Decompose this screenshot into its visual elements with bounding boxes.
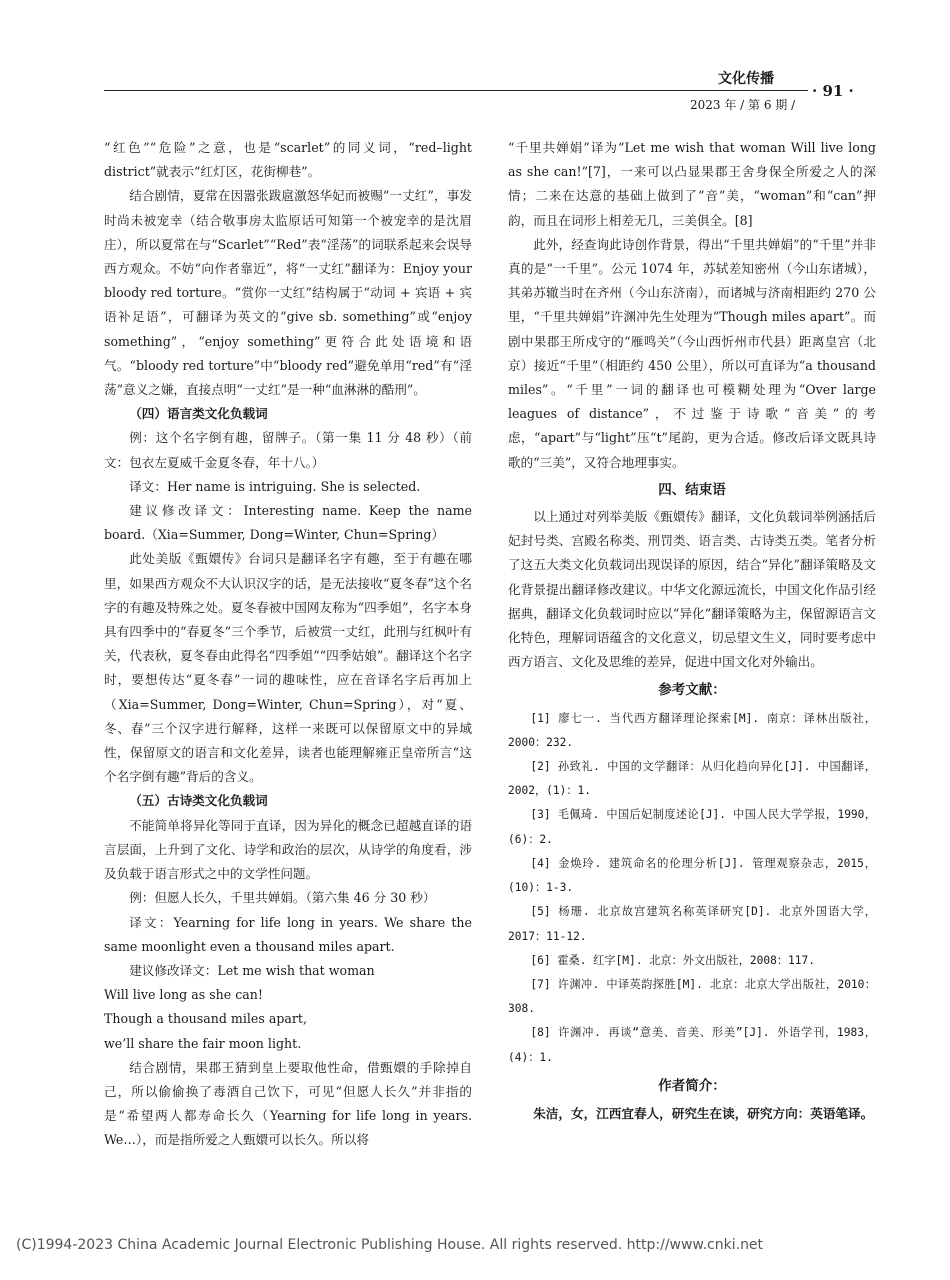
paragraph: 结合剧情，果郡王猜到皇上要取他性命，借甄嬛的手除掉自己，所以偷偷换了毒酒自己饮下，可见“但愿人长久”并非指的是“希望两人都寿命长久（Yearning for life long in years. We…），而是指所爱之人甄嬛可以长久。所以将 <box>104 1059 472 1148</box>
issue-info: 2023 年 / 第 6 期 / <box>690 98 796 112</box>
paragraph: 结合剧情，夏常在因嚣张跋扈激怒华妃而被赐“一丈红”，事发时尚未被宠幸（结合敬事房太监原话可知第一个被宠幸的是沈眉庄），所以夏常在与“Scarlet”“Red”表“淫荡”的词联系起来会误导西方观众。不妨“向作者靠近”，将“一丈红”翻译为：Enjoy your bloody red torture。“赏你一丈红”结构属于“动词 + 宾语 + 宾语补足语”，可翻译为英文的“give sb. something”或“enjoy something”，“enjoy something”更符合此处语境和语气。“bloody red torture”中“bloody red”避免单用“red”有“淫荡”意义之嫌，直接点明“一丈红”是一种“血淋淋的酷刑”。 <box>104 188 472 398</box>
paragraph: 不能简单将异化等同于直译，因为异化的概念已超越直译的语言层面，上升到了文化、诗学和政治的层次，从诗学的角度看，涉及负载于语言形式之中的文学性问题。 <box>104 817 472 882</box>
author-heading: 作者简介： <box>658 1077 726 1094</box>
reference-item: [1] 廖七一. 当代西方翻译理论探索[M]. 南京：译林出版社，2000：232. <box>508 711 876 749</box>
page-number: · 91 · <box>812 82 854 100</box>
header-rule <box>104 90 808 91</box>
copyright-footer: (C)1994-2023 China Academic Journal Electronic Publishing House. All rights reserved. http://www.cnki.net <box>16 1237 764 1253</box>
paragraph: 例：这个名字倒有趣，留牌子。（第一集 11 分 48 秒）（前文：包衣左夏威千金夏冬春，年十八。） <box>104 430 472 470</box>
poem-line: we’ll share the fair moon light. <box>104 1035 302 1051</box>
reference-item: [6] 霍桑. 红字[M]. 北京：外文出版社，2008：117. <box>530 953 815 967</box>
author-bio: 朱洁，女，江西宜春人，研究生在读，研究方向：英语笔译。 <box>533 1105 874 1121</box>
paragraph: 例：但愿人长久，千里共婵娟。（第六集 46 分 30 秒） <box>129 890 436 906</box>
references-heading: 参考文献： <box>658 682 726 699</box>
journal-name: 文化传播 <box>718 71 774 87</box>
paragraph: 此外，经查询此诗创作背景，得出“千里共婵娟”的“千里”并非真的是“一千里”。公元 1074 年，苏轼差知密州（今山东诸城），其弟苏辙当时在齐州（今山东济南），而诸城与济南相距约 270 公里，“千里共婵娟”许渊冲先生处理为“Though miles apart”。而剧中果郡王所戍守的“雁鸣关”（今山西忻州市代县）距离皇宫（北京）接近“千里”（相距约 450 公里），所以可直译为“a thousand miles”。“千里”一词的翻译也可模糊处理为“Over large leagues of distance”，不过鉴于诗歌“音美”的考虑，“apart”与“light”压“t”尾韵，更为合适。修改后译文既具诗歌的“三美”，又符合地理事实。 <box>508 236 876 470</box>
subsection-heading: （四）语言类文化负载词 <box>129 406 268 422</box>
right-column <box>508 136 876 1126</box>
poem-line: Though a thousand miles apart, <box>104 1011 307 1027</box>
paragraph: 译文：Yearning for life long in years. We share the same moonlight even a thousand miles apart. <box>104 914 472 954</box>
paragraph: 此处美版《甄嬛传》台词只是翻译名字有趣，至于有趣在哪里，如果西方观众不大认识汉字的话，是无法接收“夏冬春”这个名字的有趣及特殊之处。夏冬春被中国网友称为“四季姐”，名字本身具有四季中的“春夏冬”三个季节，后被赏一丈红，此刑与红枫叶有关，代表秋，夏冬春由此得名“四季姐”“四季姑娘”。翻译这个名字时，要想传达“夏冬春”一词的趣味性，应在音译名字后再加上（Xia=Summer, Dong=Winter, Chun=Spring），对“夏、冬、春”三个汉字进行解释，这样一来既可以保留原文中的异域性，保留原文的语言和文化差异，读者也能理解雍正皇帝所言“这个名字倒有趣”背后的含义。 <box>104 551 472 785</box>
reference-item: [4] 金焕玲. 建筑命名的伦理分析[J]. 管理观察杂志，2015，(10)：1-3. <box>508 856 876 895</box>
paragraph: 以上通过对列举美版《甄嬛传》翻译，文化负载词举例涵括后妃封号类、宫殿名称类、刑罚类、语言类、古诗类五类。笔者分析了这五大类文化负载词出现误译的原因，结合“异化”翻译策略及文化背景提出翻译修改建议。中华文化源远流长，中国文化作品引经据典，翻译文化负载词时应以“异化”翻译策略为主，保留源语言文化特色，理解词语蕴含的文化意义，切忌望文生义，同时要考虑中西方语言、文化及思维的差异，促进中国文化对外输出。 <box>508 509 876 670</box>
paragraph: “红色”“危险”之意，也是“scarlet”的同义词，“red–light district”就表示“红灯区，花街柳巷”。 <box>104 140 472 180</box>
left-column <box>104 136 472 1153</box>
reference-item: [5] 杨珊. 北京故宫建筑名称英译研究[D]. 北京外国语大学，2017：11-12. <box>508 905 876 943</box>
paragraph: 译文：Her name is intriguing. She is selected. <box>129 478 421 494</box>
section-heading: 四、结束语 <box>658 481 726 498</box>
poem-line: Will live long as she can! <box>104 987 263 1003</box>
reference-item: [3] 毛佩琦. 中国后妃制度述论[J]. 中国人民大学学报，1990，(6)：2. <box>508 808 876 846</box>
paragraph: “千里共婵娟”译为“Let me wish that woman Will live long as she can!”[7]，一来可以凸显果郡王舍身保全所爱之人的深情；二来在达意的基础上做到了“音”美，“woman”和“can”押韵，而且在词形上相差无几，三美俱全。[8] <box>508 140 876 228</box>
reference-item: [8] 许渊冲. 再谈“意美、音美、形美”[J]. 外语学刊，1983，(4)：1. <box>508 1026 876 1064</box>
paragraph: 建议修改译文：Let me wish that woman <box>129 962 375 978</box>
paragraph: 建议修改译文：Interesting name. Keep the name board.（Xia=Summer, Dong=Winter, Chun=Spring） <box>104 503 472 543</box>
subsection-heading: （五）古诗类文化负载词 <box>129 793 268 809</box>
reference-item: [2] 孙致礼. 中国的文学翻译：从归化趋向异化[J]. 中国翻译，2002，(1)：1. <box>508 760 876 798</box>
reference-item: [7] 许渊冲. 中译英韵探胜[M]. 北京：北京大学出版社，2010：308. <box>508 977 876 1016</box>
